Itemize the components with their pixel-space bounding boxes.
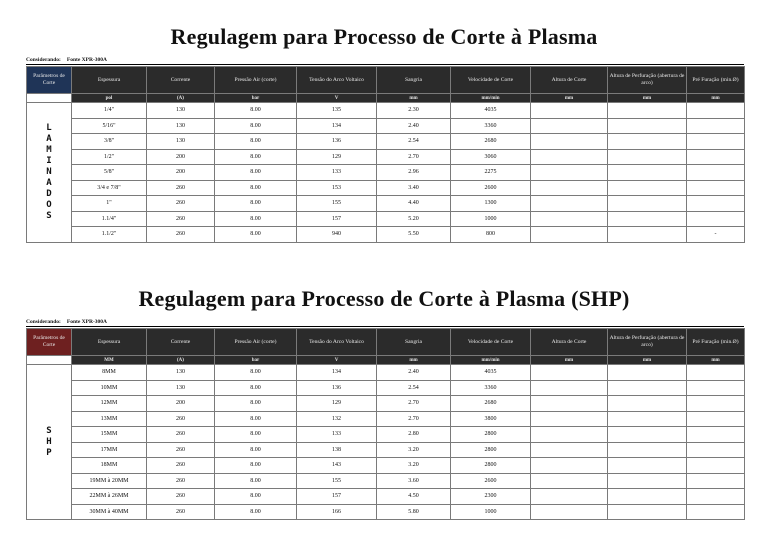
header-parametros: Parâmetros de Corte	[27, 67, 72, 94]
cell-velocidade: 1300	[451, 196, 531, 212]
cell-pressao: 8.00	[215, 504, 297, 520]
cell-altura-perfuracao	[608, 211, 687, 227]
table2-considerando	[26, 319, 113, 325]
cell-pre-furacao	[687, 103, 745, 119]
header-espessura: Espessura	[72, 67, 147, 94]
cell-sangria: 2.70	[377, 411, 451, 427]
cell-velocidade: 2600	[451, 473, 531, 489]
unit-altura-perfuracao: mm	[608, 356, 687, 365]
cell-pre-furacao	[687, 504, 745, 520]
cell-espessura: 5/16"	[72, 118, 147, 134]
cell-altura-perfuracao	[608, 489, 687, 505]
cell-pre-furacao	[687, 442, 745, 458]
cell-altura-corte	[531, 380, 608, 396]
cell-tensao: 136	[297, 134, 377, 150]
cell-tensao: 153	[297, 180, 377, 196]
table1-rule	[26, 64, 744, 65]
header-velocidade: Velocidade de Corte	[451, 329, 531, 356]
header-pre-furacao: Pré Furação (min.Ø)	[687, 67, 745, 94]
cell-tensao: 940	[297, 227, 377, 243]
cell-pre-furacao: -	[687, 227, 745, 243]
cell-corrente: 260	[147, 211, 215, 227]
cell-corrente: 260	[147, 411, 215, 427]
cell-espessura: 3/4 e 7/8"	[72, 180, 147, 196]
cell-velocidade: 3060	[451, 149, 531, 165]
cell-altura-corte	[531, 227, 608, 243]
side-letter: H	[46, 436, 52, 447]
cell-sangria: 2.40	[377, 365, 451, 381]
cell-tensao: 134	[297, 118, 377, 134]
cell-tensao: 155	[297, 196, 377, 212]
cell-altura-perfuracao	[608, 473, 687, 489]
units-blank	[27, 356, 72, 365]
cell-velocidade: 2680	[451, 134, 531, 150]
header-parametros: Parâmetros de Corte	[27, 329, 72, 356]
cell-pre-furacao	[687, 134, 745, 150]
cell-altura-corte	[531, 165, 608, 181]
cell-altura-perfuracao	[608, 103, 687, 119]
cell-espessura: 19MM à 20MM	[72, 473, 147, 489]
cell-altura-corte	[531, 103, 608, 119]
considerando-value: Fonte XPR-300A	[66, 319, 108, 325]
cell-espessura: 8MM	[72, 365, 147, 381]
side-label	[27, 365, 72, 520]
unit-pressao: bar	[215, 356, 297, 365]
table-row	[27, 442, 745, 458]
cell-corrente: 260	[147, 180, 215, 196]
cell-espessura: 15MM	[72, 427, 147, 443]
table-row	[27, 134, 745, 150]
cell-altura-perfuracao	[608, 227, 687, 243]
cell-pressao: 8.00	[215, 427, 297, 443]
table2-rule	[26, 326, 744, 327]
cell-velocidade: 2800	[451, 427, 531, 443]
considerando-value: Fonte XPR-300A	[66, 57, 108, 63]
cell-pressao: 8.00	[215, 180, 297, 196]
table1	[26, 66, 745, 243]
cell-sangria: 4.40	[377, 196, 451, 212]
table-row	[27, 196, 745, 212]
unit-velocidade: mm/min	[451, 94, 531, 103]
header-espessura: Espessura	[72, 329, 147, 356]
table-row	[27, 227, 745, 243]
cell-pre-furacao	[687, 165, 745, 181]
cell-altura-perfuracao	[608, 504, 687, 520]
cell-corrente: 260	[147, 458, 215, 474]
cell-velocidade: 800	[451, 227, 531, 243]
table-row	[27, 427, 745, 443]
cell-tensao: 134	[297, 365, 377, 381]
unit-pre-furacao: mm	[687, 356, 745, 365]
cell-tensao: 133	[297, 165, 377, 181]
table1-considerando	[26, 57, 113, 63]
cell-altura-corte	[531, 504, 608, 520]
cell-espessura: 1.1/2"	[72, 227, 147, 243]
cell-corrente: 260	[147, 442, 215, 458]
unit-tensao: V	[297, 94, 377, 103]
cell-sangria: 3.60	[377, 473, 451, 489]
cell-velocidade: 3800	[451, 411, 531, 427]
cell-pre-furacao	[687, 427, 745, 443]
cell-altura-corte	[531, 211, 608, 227]
cell-velocidade: 4035	[451, 103, 531, 119]
side-label	[27, 103, 72, 243]
cell-altura-perfuracao	[608, 411, 687, 427]
cell-espessura: 1/4"	[72, 103, 147, 119]
cell-espessura: 1.1/4"	[72, 211, 147, 227]
cell-sangria: 2.70	[377, 396, 451, 412]
cell-corrente: 200	[147, 396, 215, 412]
cell-pressao: 8.00	[215, 442, 297, 458]
table2	[26, 328, 745, 520]
cell-espessura: 12MM	[72, 396, 147, 412]
cell-corrente: 130	[147, 134, 215, 150]
cell-sangria: 4.50	[377, 489, 451, 505]
cell-pre-furacao	[687, 196, 745, 212]
cell-velocidade: 1000	[451, 211, 531, 227]
cell-pre-furacao	[687, 118, 745, 134]
cell-sangria: 3.40	[377, 180, 451, 196]
header-tensao: Tensão do Arco Voltaico	[297, 67, 377, 94]
cell-corrente: 200	[147, 165, 215, 181]
header-altura-perfuracao: Altura de Perfuração (abertura de arco)	[608, 67, 687, 94]
cell-altura-perfuracao	[608, 380, 687, 396]
cell-pressao: 8.00	[215, 165, 297, 181]
cell-sangria: 2.40	[377, 118, 451, 134]
cell-sangria: 2.54	[377, 380, 451, 396]
table-row	[27, 103, 745, 119]
cell-altura-corte	[531, 427, 608, 443]
cell-espessura: 30MM à 40MM	[72, 504, 147, 520]
cell-pressao: 8.00	[215, 103, 297, 119]
cell-altura-perfuracao	[608, 442, 687, 458]
cell-espessura: 5/8"	[72, 165, 147, 181]
cell-tensao: 138	[297, 442, 377, 458]
cell-tensao: 157	[297, 211, 377, 227]
cell-pressao: 8.00	[215, 411, 297, 427]
unit-espessura: MM	[72, 356, 147, 365]
side-letter: S	[46, 425, 52, 436]
table2-title: Regulagem para Processo de Corte à Plasma (SHP)	[138, 286, 630, 311]
cell-pre-furacao	[687, 365, 745, 381]
cell-pressao: 8.00	[215, 489, 297, 505]
cell-altura-perfuracao	[608, 427, 687, 443]
units-blank	[27, 94, 72, 103]
cell-sangria: 3.20	[377, 442, 451, 458]
unit-corrente: (A)	[147, 94, 215, 103]
cell-altura-perfuracao	[608, 118, 687, 134]
cell-velocidade: 3360	[451, 380, 531, 396]
cell-corrente: 260	[147, 504, 215, 520]
cell-pressao: 8.00	[215, 396, 297, 412]
header-altura-perfuracao: Altura de Perfuração (abertura de arco)	[608, 329, 687, 356]
header-corrente: Corrente	[147, 67, 215, 94]
side-letter: L	[46, 122, 52, 133]
cell-pressao: 8.00	[215, 458, 297, 474]
cell-velocidade: 2275	[451, 165, 531, 181]
cell-altura-perfuracao	[608, 396, 687, 412]
cell-sangria: 5.20	[377, 211, 451, 227]
table-row	[27, 380, 745, 396]
cell-pressao: 8.00	[215, 211, 297, 227]
cell-pre-furacao	[687, 411, 745, 427]
cell-corrente: 260	[147, 196, 215, 212]
cell-tensao: 129	[297, 396, 377, 412]
cell-espessura: 17MM	[72, 442, 147, 458]
table-row	[27, 149, 745, 165]
cell-pre-furacao	[687, 458, 745, 474]
header-pre-furacao: Pré Furação (min.Ø)	[687, 329, 745, 356]
cell-velocidade: 4035	[451, 365, 531, 381]
cell-pressao: 8.00	[215, 196, 297, 212]
table-row	[27, 118, 745, 134]
table-row	[27, 396, 745, 412]
side-letter: D	[46, 188, 52, 199]
table-row	[27, 180, 745, 196]
cell-altura-corte	[531, 411, 608, 427]
side-letter: N	[46, 166, 52, 177]
table-row	[27, 411, 745, 427]
cell-sangria: 5.50	[377, 227, 451, 243]
cell-sangria: 2.70	[377, 149, 451, 165]
cell-corrente: 130	[147, 118, 215, 134]
cell-tensao: 166	[297, 504, 377, 520]
cell-corrente: 260	[147, 489, 215, 505]
cell-corrente: 260	[147, 227, 215, 243]
header-row	[27, 67, 745, 94]
cell-altura-corte	[531, 489, 608, 505]
header-sangria: Sangria	[377, 67, 451, 94]
cell-pressao: 8.00	[215, 149, 297, 165]
cell-altura-corte	[531, 473, 608, 489]
header-pressao: Pressão Air (corte)	[215, 329, 297, 356]
side-letter: S	[46, 210, 52, 221]
header-pressao: Pressão Air (corte)	[215, 67, 297, 94]
cell-altura-perfuracao	[608, 149, 687, 165]
table1-title: Regulagem para Processo de Corte à Plasma	[170, 24, 598, 49]
header-tensao: Tensão do Arco Voltaico	[297, 329, 377, 356]
cell-corrente: 200	[147, 149, 215, 165]
cell-altura-corte	[531, 196, 608, 212]
header-sangria: Sangria	[377, 329, 451, 356]
considerando-label: Considerando:	[26, 57, 61, 63]
cell-altura-perfuracao	[608, 134, 687, 150]
side-letter: I	[46, 155, 52, 166]
cell-sangria: 2.54	[377, 134, 451, 150]
cell-altura-perfuracao	[608, 196, 687, 212]
cell-corrente: 130	[147, 380, 215, 396]
header-altura-corte: Altura de Corte	[531, 329, 608, 356]
header-row	[27, 329, 745, 356]
side-letter: M	[46, 144, 52, 155]
cell-pre-furacao	[687, 149, 745, 165]
cell-pre-furacao	[687, 211, 745, 227]
cell-altura-perfuracao	[608, 365, 687, 381]
cell-velocidade: 2600	[451, 180, 531, 196]
unit-tensao: V	[297, 356, 377, 365]
cell-pre-furacao	[687, 380, 745, 396]
unit-sangria: mm	[377, 356, 451, 365]
cell-tensao: 132	[297, 411, 377, 427]
units-row	[27, 94, 745, 103]
side-letter: A	[46, 177, 52, 188]
cell-pressao: 8.00	[215, 227, 297, 243]
cell-espessura: 18MM	[72, 458, 147, 474]
unit-espessura: pol	[72, 94, 147, 103]
table-row	[27, 211, 745, 227]
cell-tensao: 136	[297, 380, 377, 396]
header-altura-corte: Altura de Corte	[531, 67, 608, 94]
cell-espessura: 1/2"	[72, 149, 147, 165]
cell-altura-corte	[531, 180, 608, 196]
cell-pressao: 8.00	[215, 118, 297, 134]
unit-velocidade: mm/min	[451, 356, 531, 365]
cell-altura-corte	[531, 149, 608, 165]
cell-tensao: 155	[297, 473, 377, 489]
table-row	[27, 165, 745, 181]
cell-altura-corte	[531, 442, 608, 458]
side-letter: A	[46, 133, 52, 144]
cell-corrente: 260	[147, 427, 215, 443]
unit-altura-perfuracao: mm	[608, 94, 687, 103]
header-corrente: Corrente	[147, 329, 215, 356]
cell-pressao: 8.00	[215, 134, 297, 150]
cell-espessura: 13MM	[72, 411, 147, 427]
unit-corrente: (A)	[147, 356, 215, 365]
table-row	[27, 473, 745, 489]
cell-tensao: 157	[297, 489, 377, 505]
cell-corrente: 130	[147, 103, 215, 119]
cell-velocidade: 2800	[451, 442, 531, 458]
cell-corrente: 130	[147, 365, 215, 381]
cell-pre-furacao	[687, 396, 745, 412]
cell-altura-perfuracao	[608, 180, 687, 196]
side-letter: P	[46, 447, 52, 458]
table-row	[27, 365, 745, 381]
cell-pre-furacao	[687, 180, 745, 196]
cell-pre-furacao	[687, 489, 745, 505]
cell-tensao: 135	[297, 103, 377, 119]
cell-espessura: 22MM à 26MM	[72, 489, 147, 505]
units-row	[27, 356, 745, 365]
side-letter: O	[46, 199, 52, 210]
cell-pre-furacao	[687, 473, 745, 489]
cell-sangria: 3.20	[377, 458, 451, 474]
unit-altura-corte: mm	[531, 94, 608, 103]
cell-altura-corte	[531, 365, 608, 381]
cell-velocidade: 1000	[451, 504, 531, 520]
cell-altura-perfuracao	[608, 458, 687, 474]
cell-tensao: 129	[297, 149, 377, 165]
cell-pressao: 8.00	[215, 473, 297, 489]
cell-espessura: 10MM	[72, 380, 147, 396]
cell-altura-perfuracao	[608, 165, 687, 181]
unit-pressao: bar	[215, 94, 297, 103]
cell-altura-corte	[531, 118, 608, 134]
cell-pressao: 8.00	[215, 380, 297, 396]
cell-sangria: 2.30	[377, 103, 451, 119]
cell-altura-corte	[531, 134, 608, 150]
table-row	[27, 489, 745, 505]
unit-pre-furacao: mm	[687, 94, 745, 103]
cell-espessura: 1"	[72, 196, 147, 212]
cell-sangria: 2.96	[377, 165, 451, 181]
cell-pressao: 8.00	[215, 365, 297, 381]
unit-altura-corte: mm	[531, 356, 608, 365]
table-row	[27, 504, 745, 520]
cell-tensao: 143	[297, 458, 377, 474]
cell-espessura: 3/8"	[72, 134, 147, 150]
cell-velocidade: 2300	[451, 489, 531, 505]
considerando-label: Considerando:	[26, 319, 61, 325]
cell-altura-corte	[531, 458, 608, 474]
cell-corrente: 260	[147, 473, 215, 489]
cell-sangria: 5.80	[377, 504, 451, 520]
table-row	[27, 458, 745, 474]
header-velocidade: Velocidade de Corte	[451, 67, 531, 94]
cell-velocidade: 2680	[451, 396, 531, 412]
cell-velocidade: 3360	[451, 118, 531, 134]
cell-tensao: 133	[297, 427, 377, 443]
unit-sangria: mm	[377, 94, 451, 103]
cell-sangria: 2.80	[377, 427, 451, 443]
cell-velocidade: 2800	[451, 458, 531, 474]
cell-altura-corte	[531, 396, 608, 412]
